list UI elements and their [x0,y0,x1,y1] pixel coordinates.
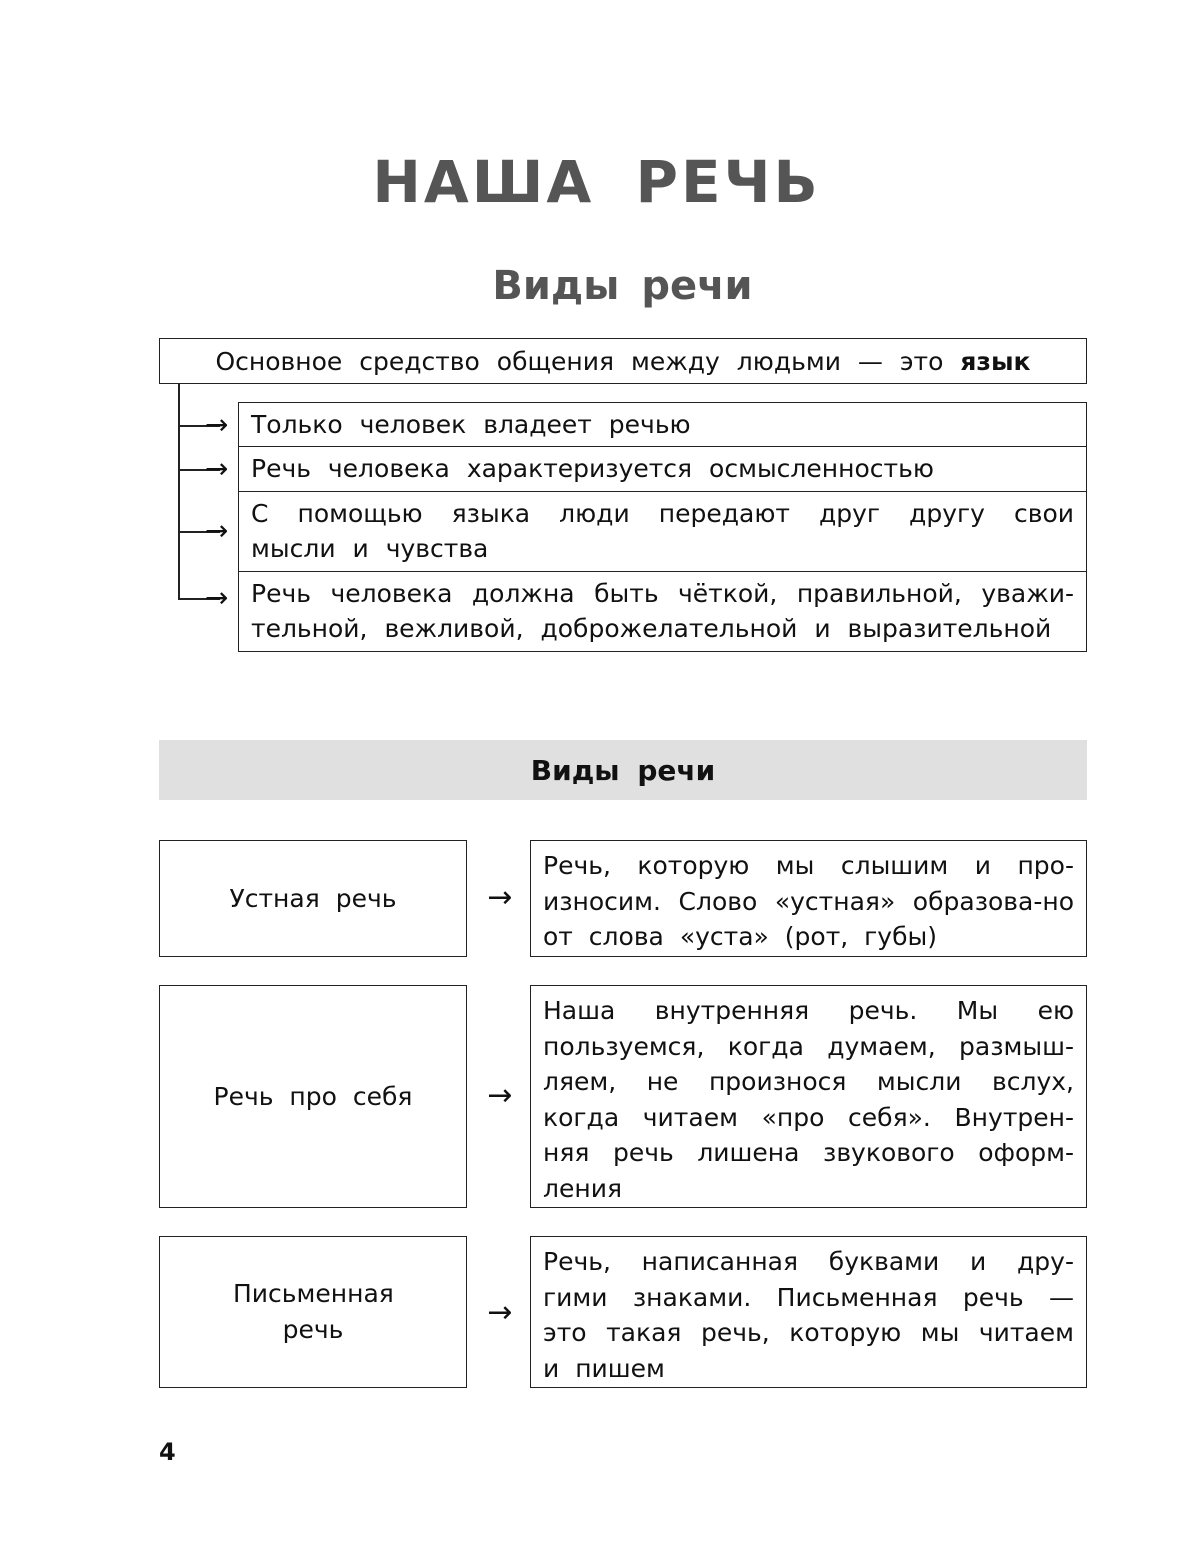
fact-text: С помощью языка люди передают друг другу свои мысли и чувства [251,499,1074,563]
definition-keyword: язык [960,347,1031,376]
arrow-icon: → [205,514,229,547]
fact-box [238,402,1087,447]
definition-text: Основное средство общения между людьми — это [215,347,944,376]
speech-kind-name: Устная речь [229,883,397,913]
arrow-icon: → [487,1295,513,1330]
arrow-icon: → [205,452,229,485]
speech-kind-description [530,840,1087,957]
fact-box [238,571,1087,652]
speech-kind-description [530,1236,1087,1388]
arrow-icon: → [205,581,229,614]
tree-vertical-line [178,384,180,599]
speech-kind-name: Речь про себя [213,1081,413,1111]
speech-kind-box [159,840,467,957]
speech-kind-name: Письменная речь [233,1279,394,1344]
speech-kinds-heading: Виды речи [159,740,1087,800]
description-text: Наша внутренняя речь. Мы ею пользуемся, когда думаем, размыш-ляем, не произнося мысли вслух, когда читаем «про себя». Внутрен-няя речь лишена звукового оформ-ления [543,996,1074,1203]
arrow-icon: → [205,408,229,441]
fact-text: Речь человека характеризуется осмысленностью [251,454,934,483]
speech-kind-description [530,985,1087,1208]
page-number: 4 [159,1438,176,1466]
fact-text: Только человек владеет речью [251,410,691,439]
page-title: НАША РЕЧЬ [372,148,821,216]
fact-box [238,446,1087,492]
arrow-icon: → [487,880,513,915]
arrow-icon: → [487,1078,513,1113]
fact-text: Речь человека должна быть чёткой, правильной, уважи-тельной, вежливой, доброжелательной и выразительной [251,579,1074,643]
speech-kind-box [159,1236,467,1388]
language-definition-box [159,338,1087,384]
description-text: Речь, которую мы слышим и про-износим. Слово «устная» образова-но от слова «уста» (рот, губы) [543,851,1074,951]
speech-kind-box [159,985,467,1208]
section-subtitle: Виды речи [492,263,753,309]
description-text: Речь, написанная буквами и дру-гими знаками. Письменная речь — это такая речь, которую мы читаем и пишем [543,1247,1074,1383]
fact-box [238,491,1087,572]
